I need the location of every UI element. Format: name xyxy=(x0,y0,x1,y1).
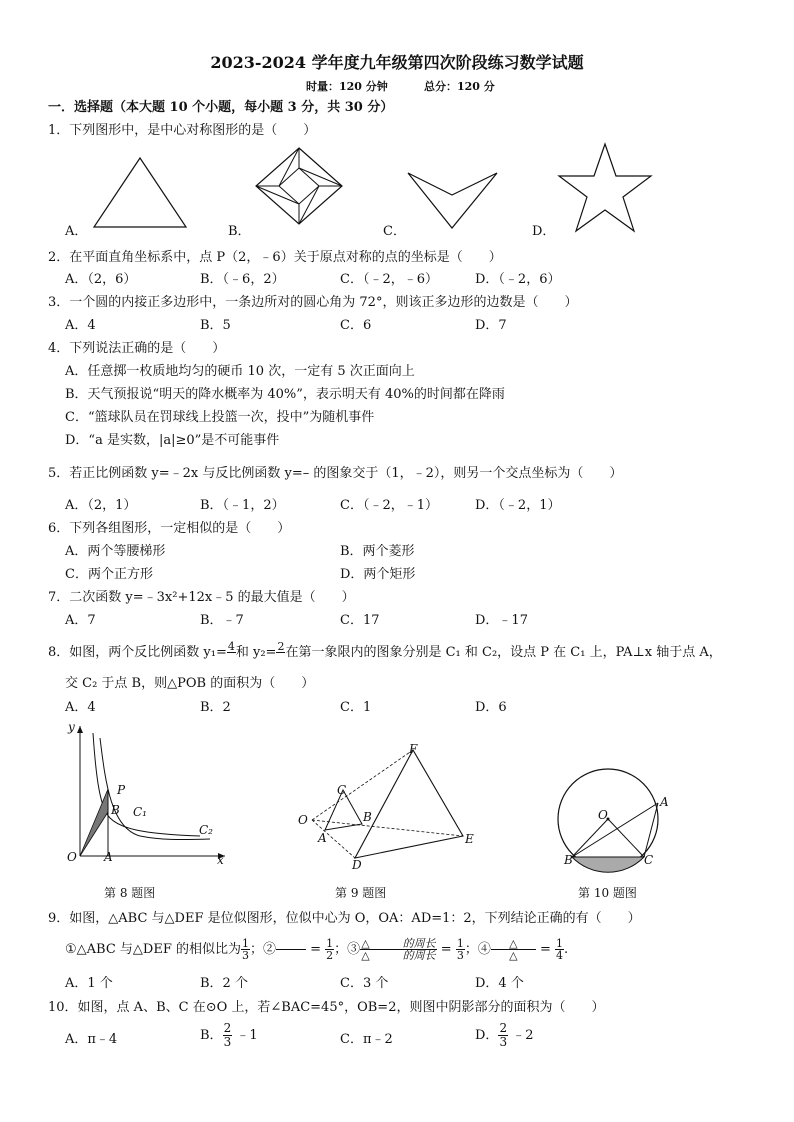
q2-option-b[interactable]: B．（﹣6，2） xyxy=(200,272,285,287)
fig9-label-e: E xyxy=(465,832,474,846)
fig9-label-o: O xyxy=(298,813,308,827)
fig8-label-y: y xyxy=(68,720,75,734)
q8-fraction-2: 2 xyxy=(277,640,285,653)
q9-option-c[interactable]: C．3 个 xyxy=(340,976,389,991)
q7-option-b[interactable]: B．﹣7 xyxy=(200,613,244,628)
q6-option-a[interactable]: A．两个等腰梯形 xyxy=(65,544,166,559)
q5-option-a[interactable]: A．（2，1） xyxy=(65,498,137,513)
q1-option-a[interactable]: A． xyxy=(65,224,88,239)
q10-option-a[interactable]: A．π﹣4 xyxy=(65,1032,118,1047)
fig8-label-a: A xyxy=(104,850,113,864)
q2-option-a[interactable]: A．（2，6） xyxy=(65,272,137,287)
q2-option-d[interactable]: D．（﹣2，6） xyxy=(475,272,561,287)
q9-frac-4: $\frac{1}{4}$ xyxy=(556,937,564,962)
q10-option-c[interactable]: C．π﹣2 xyxy=(340,1032,393,1047)
fig8-label-c1: C₁ xyxy=(133,805,147,819)
q6-stem: 6．下列各组图形，一定相似的是（ ） xyxy=(48,521,291,536)
figure-10-circle xyxy=(555,765,675,875)
q1-arrowhead-figure xyxy=(405,170,500,232)
page-title: 2023-2024 学年度九年级第四次阶段练习数学试题 xyxy=(210,53,584,72)
q4-option-c[interactable]: C．“篮球队员在罚球线上投篮一次，投中”为随机事件 xyxy=(65,410,375,425)
q4-option-a[interactable]: A．任意掷一枚质地均匀的硬币 10 次，一定有 5 次正面向上 xyxy=(65,364,415,379)
q7-option-a[interactable]: A．7 xyxy=(65,613,96,628)
q9-statements: ①△ABC 与△DEF 的相似比为 $\frac{1}{3}$ ；② = $\frac{1}{2}$ ；③ $\frac{\text{△ 的周长}}{\text{△ 的周长}}$ = $\frac{1}{3}$ ；④ $\frac{\triangle}{\triangle}$ = $\frac{1}{4}$ . xyxy=(65,937,569,962)
q5-option-b[interactable]: B．（﹣1，2） xyxy=(200,498,285,513)
fig9-label-a: A xyxy=(318,831,327,845)
q6-option-c[interactable]: C．两个正方形 xyxy=(65,567,153,582)
q1-triangle-figure xyxy=(90,155,190,230)
q1-star-figure xyxy=(555,142,655,234)
q10-option-b[interactable]: B． $\frac{2}{3}$ ﹣1 xyxy=(200,1021,258,1049)
q5-option-d[interactable]: D．（﹣2，1） xyxy=(475,498,561,513)
fig9-label-c: C xyxy=(337,783,347,797)
q8-option-d[interactable]: D．6 xyxy=(475,700,507,715)
q4-stem: 4．下列说法正确的是（ ） xyxy=(48,341,226,356)
figure-9-homothety-triangles xyxy=(300,740,480,865)
q7-option-c[interactable]: C．17 xyxy=(340,613,380,628)
q8-stem-line2: 交 C₂ 于点 B，则△POB 的面积为（ ） xyxy=(65,676,315,691)
q3-option-c[interactable]: C．6 xyxy=(340,318,372,333)
q1-option-c[interactable]: C． xyxy=(383,224,406,239)
q2-option-c[interactable]: C．（﹣2，﹣6） xyxy=(340,272,438,287)
fig9-label-b: B xyxy=(363,810,372,824)
q8-fraction-1: 4 xyxy=(227,640,235,653)
fig8-label-b: B xyxy=(111,803,120,817)
q8-stem-line1 xyxy=(48,641,722,664)
q8-option-c[interactable]: C．1 xyxy=(340,700,372,715)
q7-stem: 7．二次函数 y=﹣3x²+12x﹣5 的最大值是（ ） xyxy=(48,590,355,605)
fig10-label-b: B xyxy=(564,853,573,867)
q2-stem: 2．在平面直角坐标系中，点 P（2，﹣6）关于原点对称的点的坐标是（ ） xyxy=(48,250,502,265)
q3-option-d[interactable]: D．7 xyxy=(475,318,507,333)
q10-stem: 10．如图，点 A、B、C 在⊙O 上，若∠BAC=45°，OB=2，则图中阴影部分的面积为（ ） xyxy=(48,1000,605,1015)
fig9-label-f: F xyxy=(409,742,418,756)
q9-option-d[interactable]: D．4 个 xyxy=(475,976,524,991)
q9-perimeter-ratio: $\frac{\text{△ 的周长}}{\text{△ 的周长}}$ xyxy=(361,937,436,962)
q9-area-ratio: $\frac{\triangle}{\triangle}$ xyxy=(491,938,536,961)
q4-option-b[interactable]: B．天气预报说“明天的降水概率为 40%”，表示明天有 40%的时间都在降雨 xyxy=(65,387,505,402)
figure-8-hyperbola-graph xyxy=(60,718,235,868)
q8-stem-part-b: 和 y₂= xyxy=(235,645,277,660)
fig10-label-o: O xyxy=(598,808,608,822)
q8-option-b[interactable]: B．2 xyxy=(200,700,231,715)
fig8-label-p: P xyxy=(117,783,126,797)
q1-option-b[interactable]: B． xyxy=(228,224,251,239)
q5-stem: 5．若正比例函数 y=﹣2x 与反比例函数 y=– 的图象交于（1，﹣2），则另一个交点坐标为（ ） xyxy=(48,466,623,481)
q3-option-b[interactable]: B．5 xyxy=(200,318,231,333)
q3-stem: 3．一个圆的内接正多边形中，一条边所对的圆心角为 72°，则该正多边形的边数是（ ） xyxy=(48,295,578,310)
figure-8-caption: 第 8 题图 xyxy=(104,886,156,900)
fig9-label-d: D xyxy=(352,858,362,872)
q8-stem-part-a: 8．如图，两个反比例函数 y₁= xyxy=(48,645,227,660)
q8-option-a[interactable]: A．4 xyxy=(65,700,96,715)
total-score: 总分：120 分 xyxy=(424,80,495,93)
fig10-label-a: A xyxy=(660,795,669,809)
q4-option-d[interactable]: D．“a 是实数，|a|≥0”是不可能事件 xyxy=(65,433,280,448)
fig8-label-c2: C₂ xyxy=(199,823,213,837)
figure-9-caption: 第 9 题图 xyxy=(335,886,387,900)
q1-option-d[interactable]: D． xyxy=(532,224,556,239)
q1-stem: 1．下列图形中，是中心对称图形的是（ ） xyxy=(48,123,317,138)
figure-10-caption: 第 10 题图 xyxy=(578,886,637,900)
fig10-label-c: C xyxy=(644,853,654,867)
q9-frac-2: $\frac{1}{2}$ xyxy=(326,937,334,962)
time-limit: 时量：120 分钟 xyxy=(306,80,388,93)
q7-option-d[interactable]: D．﹣17 xyxy=(475,613,528,628)
q9-option-a[interactable]: A．1 个 xyxy=(65,976,113,991)
section-heading: 一．选择题（本大题 10 个小题，每小题 3 分，共 30 分） xyxy=(48,100,394,115)
fig8-label-x: x xyxy=(217,853,224,867)
q10-option-d[interactable]: D． $\frac{2}{3}$ ﹣2 xyxy=(475,1021,534,1049)
fig8-label-o: O xyxy=(67,850,77,864)
q9-frac-1: $\frac{1}{3}$ xyxy=(241,937,249,962)
q3-option-a[interactable]: A．4 xyxy=(65,318,96,333)
q8-stem-part-c: 在第一象限内的图象分别是 C₁ 和 C₂，设点 P 在 C₁ 上，PA⊥x 轴于点 A， xyxy=(285,645,722,660)
q9-option-b[interactable]: B．2 个 xyxy=(200,976,248,991)
q9-stem: 9．如图，△ABC 与△DEF 是位似图形，位似中心为 O，OA：AD=1：2，下列结论正确的有（ ） xyxy=(48,911,641,926)
q1-pinwheel-square-figure xyxy=(252,146,347,226)
q6-option-d[interactable]: D．两个矩形 xyxy=(340,567,416,582)
q5-option-c[interactable]: C．（﹣2，﹣1） xyxy=(340,498,438,513)
q6-option-b[interactable]: B．两个菱形 xyxy=(340,544,415,559)
q9-frac-3: $\frac{1}{3}$ xyxy=(456,937,464,962)
